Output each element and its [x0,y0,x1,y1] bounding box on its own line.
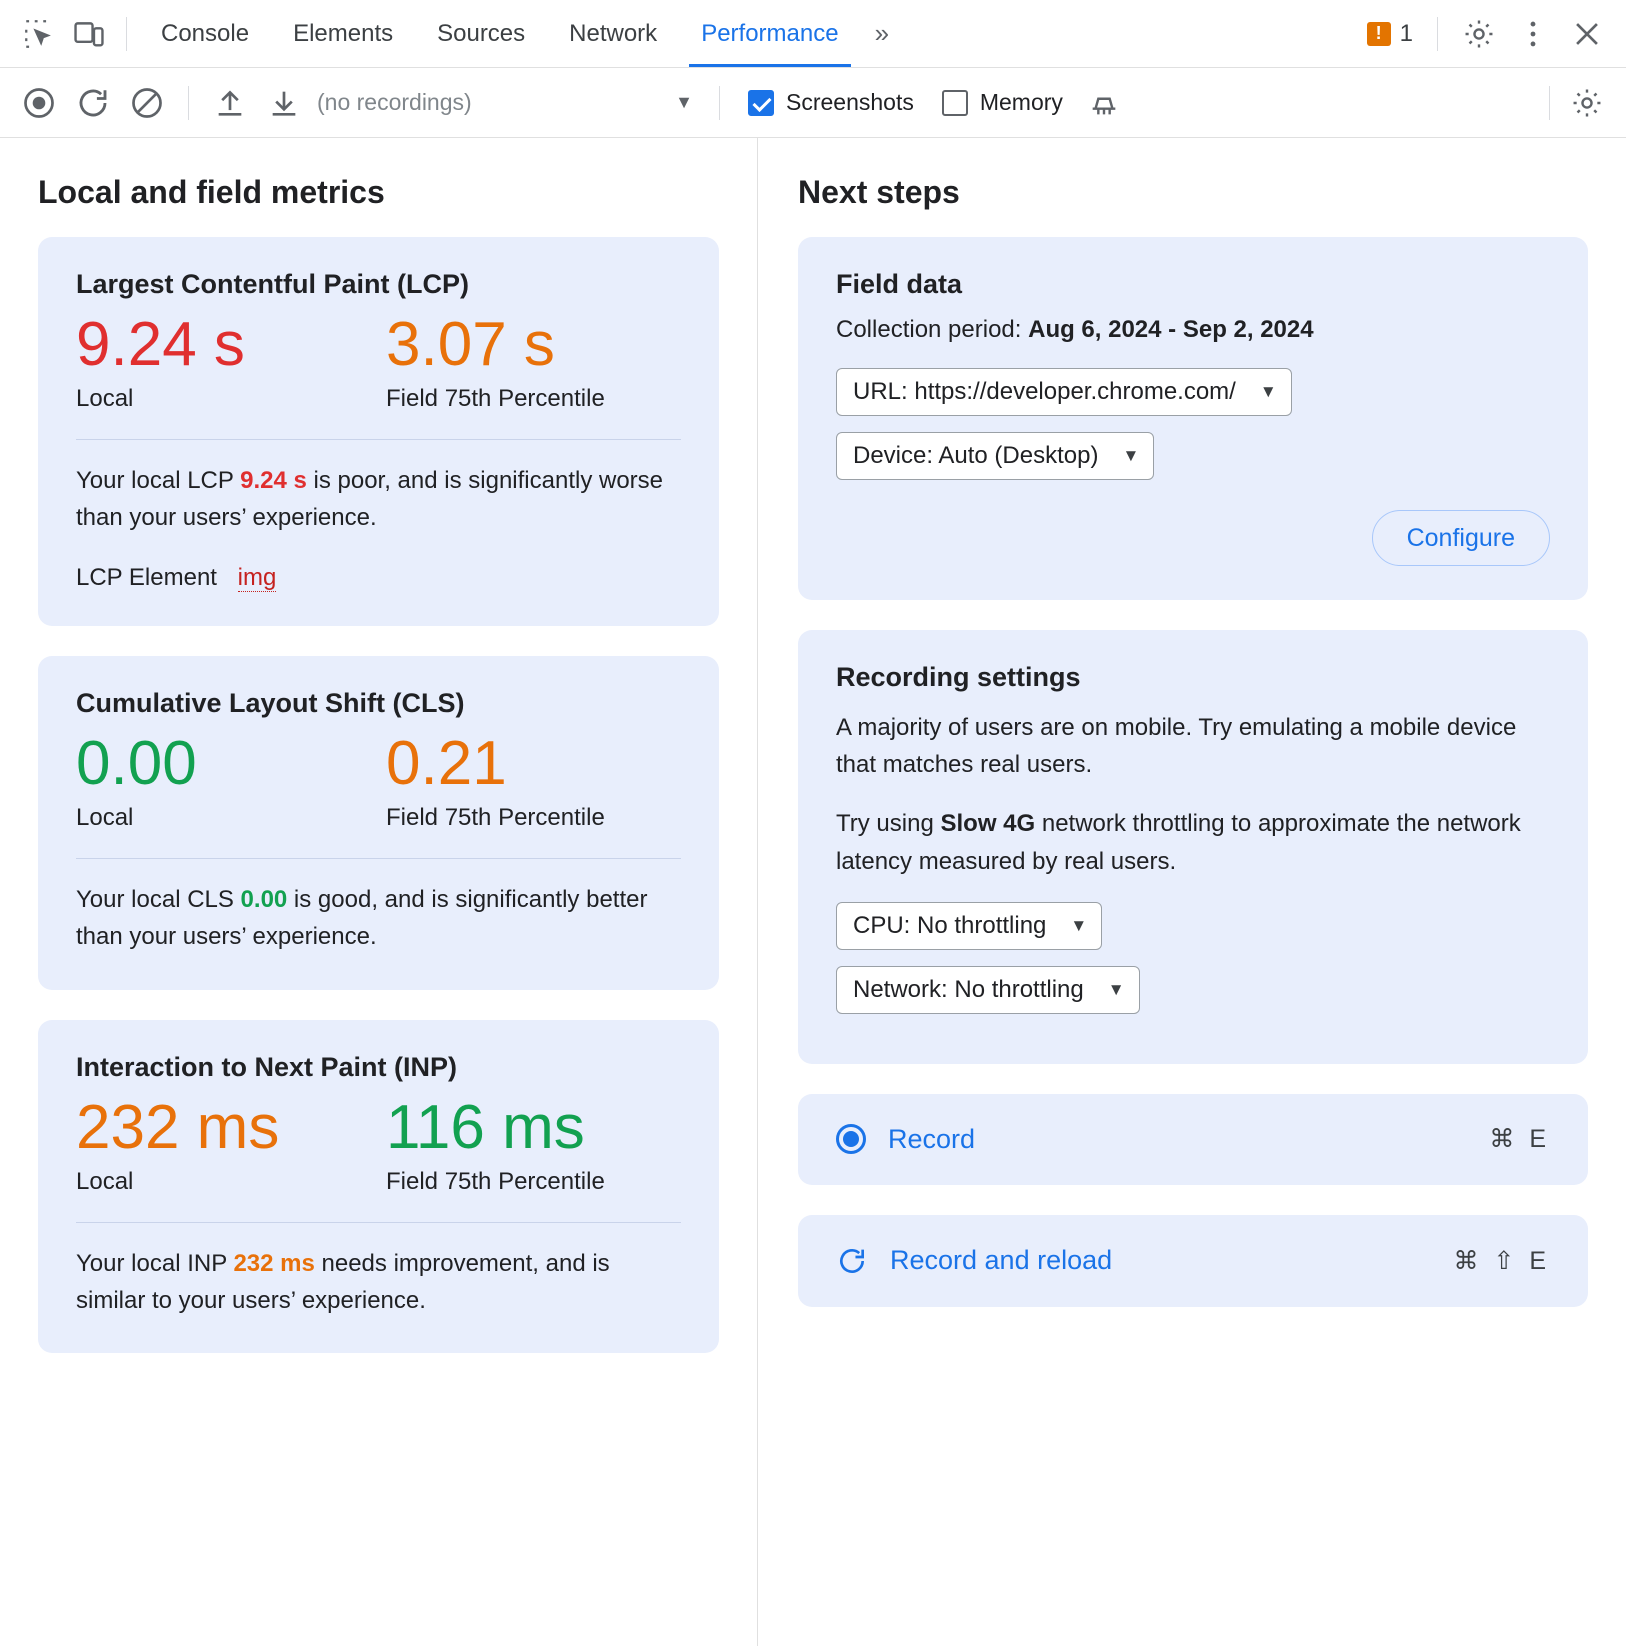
recordings-value: (no recordings) [317,89,472,115]
screenshots-checkbox[interactable] [736,89,926,116]
tab-performance[interactable]: Performance [679,0,860,67]
lcp-local-value: 9.24 s [76,310,245,379]
field-data-title: Field data [836,269,963,299]
toolbar-divider [1437,17,1438,51]
url-select-value: URL: https://developer.chrome.com/ [853,378,1236,405]
cls-local-value: 0.00 [76,729,197,799]
record-circle-icon[interactable] [14,78,64,128]
record-circle-icon [836,1124,866,1154]
configure-button[interactable]: Configure [1372,510,1550,566]
tab-sources[interactable]: Sources [437,19,526,47]
cls-card-title: Cumulative Layout Shift (CLS) [76,688,465,719]
tab-elements[interactable]: Elements [293,19,394,47]
panel-tabs [139,0,903,67]
gear-icon[interactable] [1454,9,1504,59]
tab-network[interactable]: Network [569,19,658,47]
lcp-summary-metric: 9.24 s [240,466,307,494]
next-steps-title: Next steps [798,174,960,210]
cls-summary-pre: Your local CLS [76,886,241,914]
inp-local-value: 232 ms [76,1092,280,1162]
record-shortcut: ⌘ E [1489,1125,1550,1154]
network-throttling-select[interactable] [836,966,1140,1014]
inp-local [76,1092,386,1196]
local-and-field-metrics-column [0,138,757,1646]
warning-count-badge[interactable] [1359,20,1421,48]
cpu-throttling-select[interactable] [836,902,1102,950]
lcp-element-label: LCP Element [76,564,217,592]
url-select[interactable] [836,368,1292,416]
cls-field [386,731,605,832]
inp-summary-metric: 232 ms [233,1249,315,1277]
toolbar-divider [1549,86,1550,120]
recording-settings-panel [798,630,1588,1064]
memory-label: Memory [979,89,1063,115]
metric-card-cls [38,656,719,989]
download-profile-icon[interactable] [259,78,309,128]
collect-garbage-icon[interactable] [1079,78,1129,128]
cls-local-label: Local [76,804,134,832]
lcp-summary-post: is poor, and is significantly worse than your users’ experience. [76,466,664,532]
lcp-element-row [76,564,681,592]
cls-summary [76,881,681,955]
device-select[interactable] [836,432,1154,480]
chevron-down-icon: ▼ [1107,979,1125,999]
memory-checkbox[interactable] [930,89,1075,116]
inp-field [386,1092,605,1196]
recording-settings-para1: A majority of users are on mobile. Try emulating a mobile device that matches real users. [836,714,1517,779]
record-and-reload-action-label [836,1245,1112,1277]
chevron-down-icon: ▼ [675,92,693,112]
collection-period-label: Collection period: [836,316,1029,343]
devtools-tabbar [0,0,1626,68]
page-title: Local and field metrics [38,174,385,210]
lcp-summary [76,462,681,536]
lcp-element-tag-link[interactable]: img [237,564,277,592]
lcp-values [76,312,681,413]
record-and-reload-action[interactable] [798,1215,1588,1307]
metric-card-lcp [38,237,719,626]
cls-summary-post: is good, and is significantly better than your users’ experience. [76,886,648,951]
close-icon[interactable] [1562,9,1612,59]
record-and-reload-label: Record and reload [890,1245,1113,1276]
clear-prohibit-icon[interactable] [122,78,172,128]
inspect-element-icon[interactable] [14,9,64,59]
record-and-reload-shortcut: ⌘ ⇧ E [1453,1246,1550,1275]
inp-field-label: Field 75th Percentile [386,1167,605,1195]
lcp-local-label: Local [76,384,134,412]
inp-summary-post: needs improvement, and is similar to your users’ experience. [76,1249,610,1314]
recording-settings-para2 [836,805,1550,879]
lcp-local [76,312,386,413]
tabbar-right-actions [1359,9,1612,59]
recordings-dropdown[interactable] [313,81,703,125]
cls-summary-metric: 0.00 [240,886,288,914]
inp-field-value: 116 ms [386,1092,585,1162]
lcp-field [386,312,605,413]
para2-post: network throttling to approximate the network latency measured by real users. [836,810,1521,875]
inp-local-label: Local [76,1167,134,1195]
kebab-menu-icon[interactable] [1508,9,1558,59]
warning-count-label: 1 [1399,19,1413,47]
toolbar-right-actions [1537,78,1612,128]
lcp-field-value: 3.07 s [386,310,555,379]
para2-bold: Slow 4G [940,810,1036,838]
upload-profile-icon[interactable] [205,78,255,128]
toolbar-divider [719,86,720,120]
cls-field-label: Field 75th Percentile [386,804,605,832]
lcp-summary-pre: Your local LCP [76,466,241,494]
device-select-value: Device: Auto (Desktop) [853,442,1099,469]
divider [76,1222,681,1223]
network-throttling-value: Network: No throttling [853,975,1084,1003]
record-action[interactable] [798,1094,1588,1185]
record-action-label [836,1124,975,1155]
device-toolbar-icon[interactable] [64,9,114,59]
para2-pre: Try using [836,810,941,838]
collection-period [836,316,1550,344]
inp-summary [76,1245,681,1319]
cls-values [76,731,681,832]
collection-period-value: Aug 6, 2024 - Sep 2, 2024 [1028,316,1314,343]
chevron-down-icon: ▼ [1070,915,1088,935]
inp-values [76,1092,681,1196]
divider [76,439,681,440]
chevron-down-icon: ▼ [1259,382,1277,401]
divider [76,858,681,859]
configure-row [836,510,1550,566]
screenshots-label: Screenshots [786,89,914,115]
record-and-reload-icon[interactable] [68,78,118,128]
checkbox-indicator [942,90,968,116]
cls-local [76,731,386,832]
lcp-field-label: Field 75th Percentile [386,384,605,412]
inp-summary-pre: Your local INP [76,1249,234,1277]
checkbox-indicator [748,90,774,116]
next-steps-column [758,138,1626,1646]
capture-settings-gear-icon[interactable] [1562,78,1612,128]
chevron-down-icon: ▼ [1122,446,1140,465]
record-label: Record [888,1123,976,1154]
cpu-throttling-value: CPU: No throttling [853,911,1047,939]
field-data-panel [798,237,1588,600]
chevron-double-right-icon[interactable]: » [874,18,890,48]
lcp-card-title: Largest Contentful Paint (LCP) [76,269,469,299]
metric-card-inp [38,1020,719,1353]
recording-settings-title: Recording settings [836,662,1081,692]
toolbar-divider [188,86,189,120]
inp-card-title: Interaction to Next Paint (INP) [76,1051,458,1082]
tab-console[interactable]: Console [161,19,250,47]
performance-toolbar [0,68,1626,138]
performance-landing-body [0,138,1626,1646]
record-and-reload-icon [836,1245,868,1277]
warning-icon [1367,22,1391,46]
cls-field-value: 0.21 [386,729,507,799]
toolbar-divider [126,17,127,51]
